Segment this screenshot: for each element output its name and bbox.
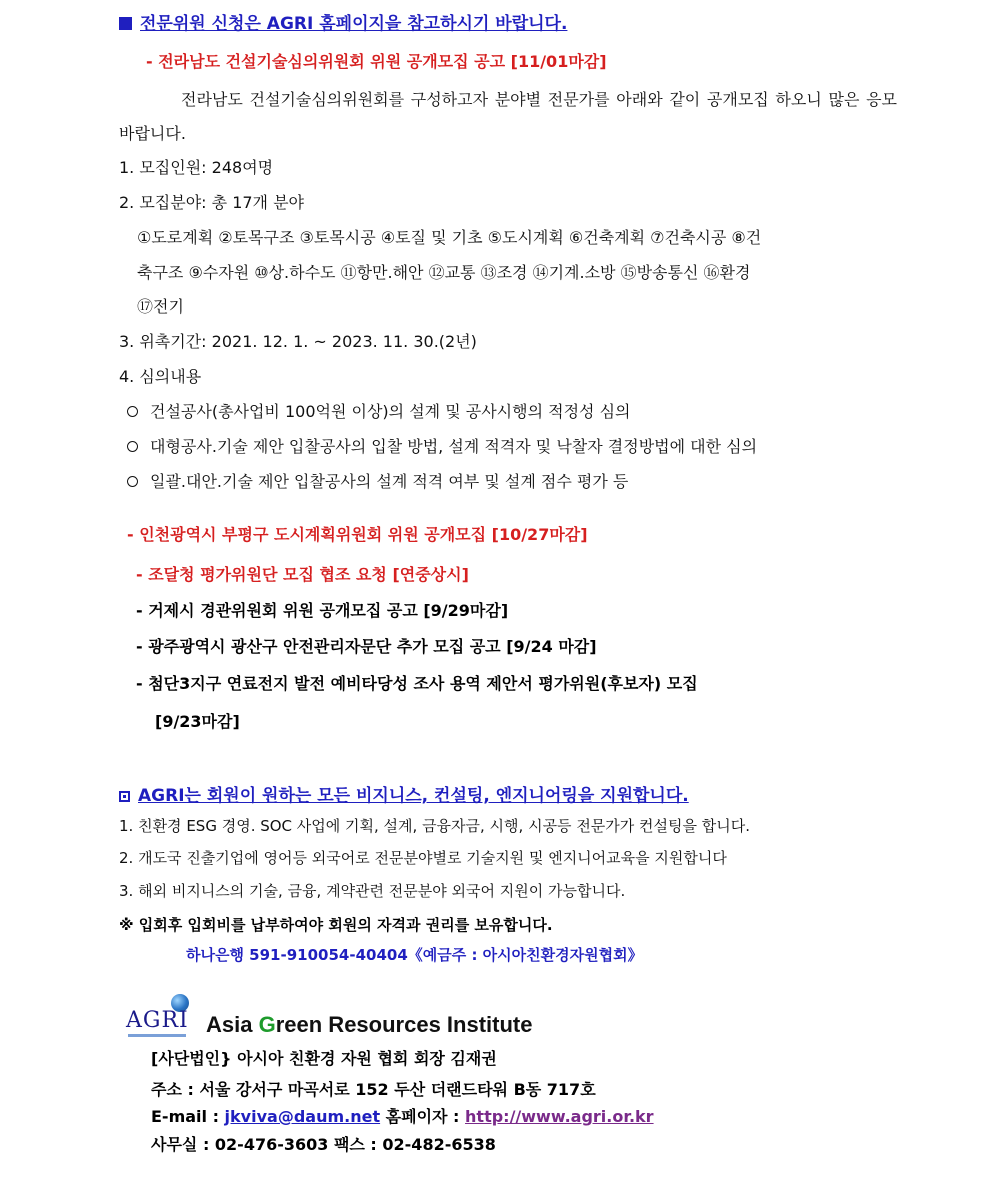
notice-title-gwangsan[interactable]: - 광주광역시 광산구 안전관리자문단 추가 모집 공고 [9/24 마감] bbox=[136, 637, 597, 656]
membership-note: ※ 입회후 입회비를 납부하여야 회원의 자격과 권리를 보유합니다. bbox=[119, 916, 553, 934]
service-item: 1. 친환경 ESG 경영. SOC 사업에 기획, 설계, 금융자금, 시행, 시공등 전문가가 컨설팅을 합니다. bbox=[119, 817, 751, 835]
fields-line-3: ⑰전기 bbox=[137, 297, 184, 316]
address: 주소 : 서울 강서구 마곡서로 152 두산 더랜드타워 B동 717호 bbox=[151, 1080, 596, 1099]
notice-title-cheomdan[interactable]: - 첨단3지구 연료전지 발전 예비타당성 조사 용역 제안서 평가위원(후보자) 모집 bbox=[136, 674, 698, 693]
fields-line-1: ①도로계획 ②토목구조 ③토목시공 ④토질 및 기초 ⑤도시계획 ⑥건축계획 ⑦건축시공 ⑧건 bbox=[137, 228, 762, 247]
notice-title-pps[interactable]: - 조달청 평가위원단 모집 협조 요청 [연중상시] bbox=[136, 565, 469, 584]
recruit-fields: 2. 모집분야: 총 17개 분야 bbox=[119, 193, 305, 212]
recruit-count: 1. 모집인원: 248여명 bbox=[119, 158, 274, 177]
section-heading-services: AGRI는 회원이 원하는 모든 비지니스, 컨설팅, 엔지니어링을 지원합니다. bbox=[119, 781, 689, 806]
circle-bullet-icon bbox=[127, 476, 138, 487]
notice-deadline-cheomdan: [9/23마감] bbox=[155, 712, 240, 731]
logo-underline bbox=[128, 1034, 186, 1037]
org-name-ko: [사단법인} 아시아 친환경 자원 협회 회장 김재권 bbox=[151, 1049, 497, 1068]
contact-line: E-mail : jkviva@daum.net 홈페이자 : http://www.agri.or.kr bbox=[151, 1107, 654, 1126]
email-link[interactable]: jkviva@daum.net bbox=[224, 1107, 381, 1126]
circle-bullet-icon bbox=[127, 406, 138, 417]
fields-line-2: 축구조 ⑨수자원 ⑩상.하수도 ⑪항만.해안 ⑫교통 ⑬조경 ⑭기계.소방 ⑮방송통신 ⑯환경 bbox=[137, 263, 751, 282]
review-item: 일괄.대안.기술 제안 입찰공사의 설계 적격 여부 및 설계 점수 평가 등 bbox=[127, 469, 628, 492]
circle-bullet-icon bbox=[127, 441, 138, 452]
notice-title-geoje[interactable]: - 거제시 경관위원회 위원 공개모집 공고 [9/29마감] bbox=[136, 601, 509, 620]
review-item: 건설공사(총사업비 100억원 이상)의 설계 및 공사시행의 적정성 심의 bbox=[127, 399, 630, 422]
square-bullet-icon bbox=[119, 17, 132, 30]
section-heading-apply: 전문위원 신청은 AGRI 홈페이지을 참고하시기 바랍니다. bbox=[119, 9, 567, 34]
org-name-en: Asia Green Resources Institute bbox=[206, 1012, 533, 1037]
service-item: 3. 해외 비지니스의 기술, 금융, 계약관련 전문분야 외국어 지원이 가능합니다. bbox=[119, 882, 626, 900]
notice-title-bupyeong[interactable]: - 인천광역시 부평구 도시계획위원회 위원 공개모집 [10/27마감] bbox=[127, 525, 588, 544]
homepage-link[interactable]: http://www.agri.or.kr bbox=[465, 1107, 654, 1126]
review-item: 대형공사.기술 제안 입찰공사의 입찰 방법, 설계 적격자 및 낙찰자 결정방법에 대한 심의 bbox=[127, 434, 757, 457]
bank-account: 하나은행 591-910054-40404《예금주 : 아시아친환경자원협회》 bbox=[186, 946, 643, 964]
appointment-period: 3. 위촉기간: 2021. 12. 1. ~ 2023. 11. 30.(2년) bbox=[119, 332, 477, 351]
service-item: 2. 개도국 진출기업에 영어등 외국어로 전문분야별로 기술지원 및 엔지니어교육을 지원합니다 bbox=[119, 849, 727, 867]
notice-intro: 전라남도 건설기술심의위원회를 구성하고자 분야별 전문가를 아래와 같이 공개모집 하오니 많은 응모 바랍니다. bbox=[119, 90, 897, 143]
review-content-label: 4. 심의내용 bbox=[119, 367, 202, 386]
agri-logo: AGRI bbox=[126, 994, 196, 1044]
notice-title-jeonnam[interactable]: - 전라남도 건설기술심의위원회 위원 공개모집 공고 [11/01마감] bbox=[146, 52, 607, 71]
square-outline-icon bbox=[119, 791, 130, 802]
office-phone-fax: 사무실 : 02-476-3603 팩스 : 02-482-6538 bbox=[151, 1135, 496, 1154]
